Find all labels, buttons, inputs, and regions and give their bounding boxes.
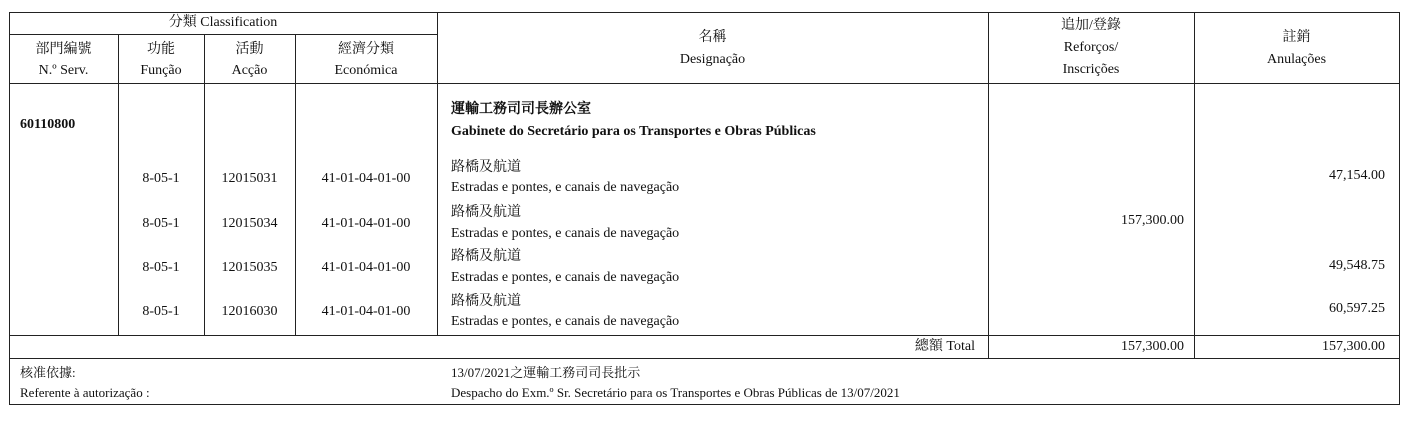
- authorization-text-pt: Despacho do Exm.º Sr. Secretário para os Transportes e Obras Públicas de 13/07/2021: [451, 385, 900, 400]
- classification-header: 分類 Classification: [168, 15, 278, 30]
- rule-top: [9, 12, 1400, 13]
- row-economic: 41-01-04-01-00: [321, 171, 411, 186]
- row-annulment: 60,597.25: [1329, 301, 1385, 316]
- function-header-zh: 功能: [147, 42, 175, 57]
- function-header-pt: Função: [140, 63, 182, 78]
- row-economic: 41-01-04-01-00: [321, 304, 411, 319]
- row-name-zh: 路橋及航道: [451, 249, 521, 264]
- total-label: 總額 Total: [914, 339, 975, 354]
- row-economic: 41-01-04-01-00: [321, 216, 411, 231]
- rule-body-bottom: [9, 335, 1400, 336]
- authorization-label-pt: Referente à autorização :: [20, 385, 150, 400]
- department-code: 60110800: [20, 117, 76, 132]
- row-action: 12016030: [221, 304, 278, 319]
- economic-header-zh: 經濟分類: [338, 42, 394, 57]
- row-annulment: 49,548.75: [1329, 258, 1385, 273]
- row-name-zh: 路橋及航道: [451, 294, 521, 309]
- rule-classification-under: [9, 34, 437, 35]
- row-action: 12015031: [221, 171, 278, 186]
- action-header-pt: Acção: [231, 63, 268, 78]
- row-function: 8-05-1: [142, 304, 180, 319]
- designation-header-pt: Designação: [679, 52, 746, 67]
- service-header-zh: 部門編號: [35, 42, 92, 57]
- row-name-pt: Estradas e pontes, e canais de navegação: [451, 226, 680, 241]
- row-annulment: 47,154.00: [1329, 168, 1385, 183]
- row-function: 8-05-1: [142, 260, 180, 275]
- total-reinforcement: 157,300.00: [1121, 339, 1184, 354]
- department-name-pt: Gabinete do Secretário para os Transportes e Obras Públicas: [451, 124, 816, 139]
- row-action: 12015035: [221, 260, 278, 275]
- designation-header-zh: 名稱: [698, 30, 727, 45]
- economic-header-pt: Económica: [334, 63, 398, 78]
- reinforcement-header-pt1: Reforços/: [1063, 40, 1119, 55]
- rule-bottom: [9, 404, 1400, 405]
- service-header-pt: N.º Serv.: [38, 63, 89, 78]
- reinforcement-header-zh: 追加/登錄: [1061, 18, 1121, 33]
- annulment-header-zh: 註銷: [1282, 30, 1311, 45]
- row-function: 8-05-1: [142, 171, 180, 186]
- row-name-pt: Estradas e pontes, e canais de navegação: [451, 180, 680, 195]
- row-reinforcement: 157,300.00: [1121, 213, 1184, 228]
- authorization-text-zh: 13/07/2021之運輸工務司司長批示: [451, 365, 641, 380]
- row-economic: 41-01-04-01-00: [321, 260, 411, 275]
- row-name-pt: Estradas e pontes, e canais de navegação: [451, 270, 680, 285]
- row-function: 8-05-1: [142, 216, 180, 231]
- row-name-zh: 路橋及航道: [451, 160, 521, 175]
- row-action: 12015034: [221, 216, 278, 231]
- rule-total-bottom: [9, 358, 1400, 359]
- department-name-zh: 運輸工務司司長辦公室: [451, 102, 591, 117]
- rule-header-bottom: [9, 83, 1400, 84]
- row-name-pt: Estradas e pontes, e canais de navegação: [451, 314, 680, 329]
- rule-right: [1399, 12, 1400, 405]
- row-name-zh: 路橋及航道: [451, 205, 521, 220]
- annulment-header-pt: Anulações: [1266, 52, 1327, 67]
- reinforcement-header-pt2: Inscrições: [1062, 62, 1120, 77]
- authorization-label-zh: 核准依據:: [20, 365, 76, 380]
- total-annulment: 157,300.00: [1322, 339, 1385, 354]
- action-header-zh: 活動: [235, 42, 264, 57]
